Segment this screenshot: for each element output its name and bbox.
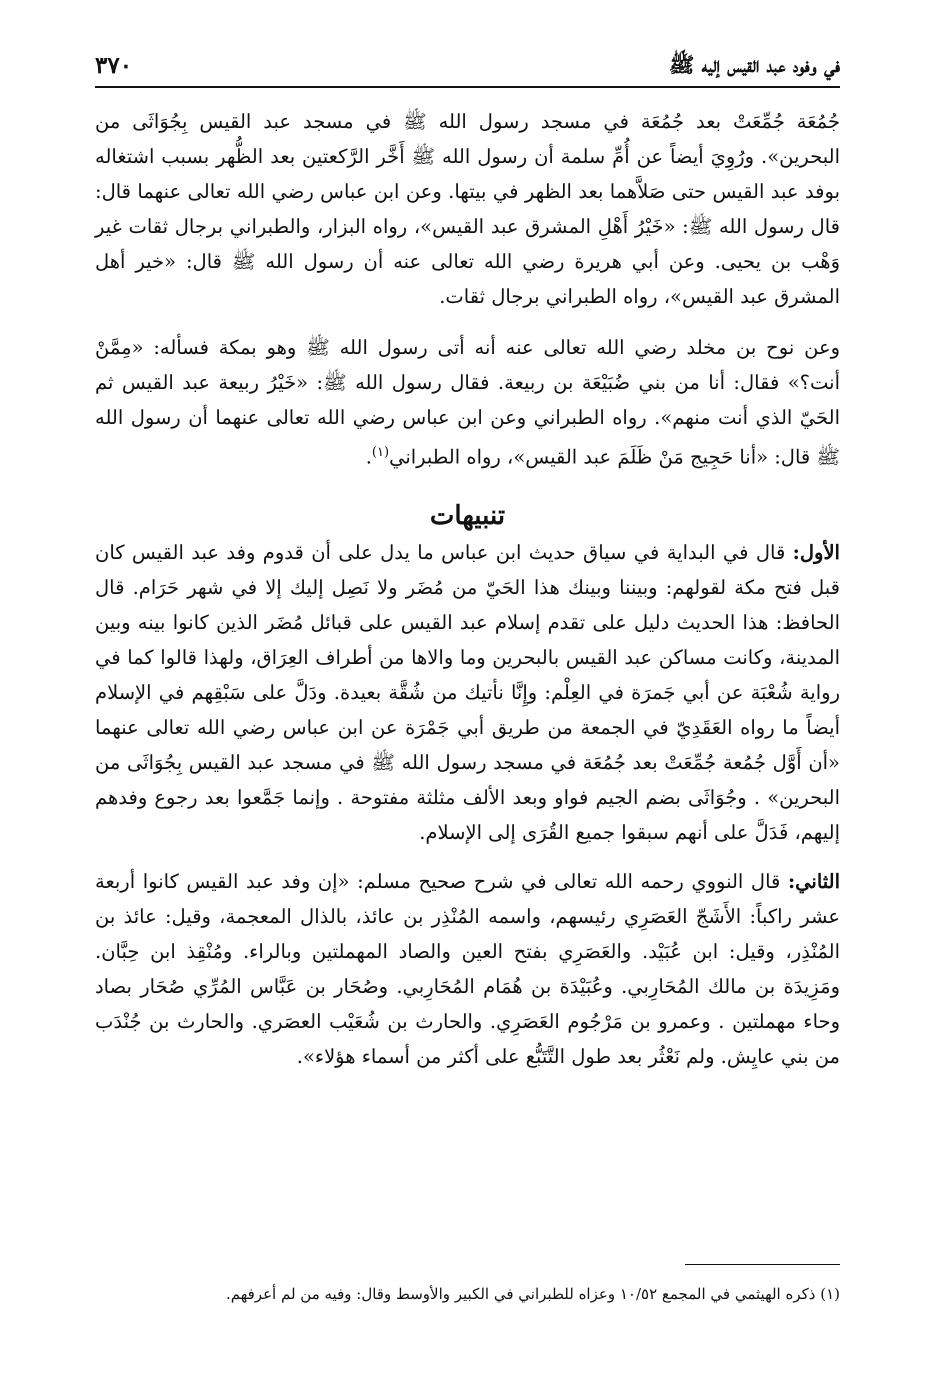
footnote-reference: (١) [371, 445, 390, 460]
paragraph-3 [95, 535, 840, 850]
paragraph-4-text: قال النووي رحمه الله تعالى في شرح صحيح مسلم: «إن وفد عبد القيس كانوا أربعة عشر راكباً: الأَشَجّ العَصَرِي رئيسهم، واسمه المُنْذِر بن عائذ، بالذال المعجمة، وقيل: عائذ بن المُنْذِر، وقيل: ابن عُبَيْد. والعَصَرِي بفتح العين والصاد المهملتين وبالراء. ومُنْقِذ ابن حِبَّان. ومَزِيدَة بن مالك المُحَارِبي. وعُبَيْدَة بن هُمَام المُحَارِبي. وصُحَار بن عَبَّاس المُرِّي صُحَار بصاد وحاء مهملتين . وعمرو بن مَرْجُوم العَصَرِي. والحارث بن شُعَيْب العصَري. والحارث بن جُنْدَب من بني عايِش. ولم نَعْثُر بعد طول التَّتَبُّع على أكثر من أسماء هؤلاء». [95, 869, 840, 1068]
section-heading: تنبيهات [429, 500, 506, 531]
footnote: (١) ذكره الهيثمي في المجمع ١٠/٥٢ وعزاه للطبراني في الكبير والأوسط وقال: وفيه من لم أعرفهم. [225, 1285, 840, 1303]
paragraph-1: جُمُعَة جُمِّعَتْ بعد جُمُعَة في مسجد رسول الله ﷺ في مسجد عبد القيس بِجُوَاثَى من البحرين». ورُوِيَ أيضاً عن أُمِّ سلمة أن رسول الله ﷺ أَخَّر الرَّكعتين بعد الظُّهر بسبب اشتغاله بوفد عبد القيس حتى صَلاَّهما بعد الظهر في بيتها. وعن ابن عباس رضي الله تعالى عنهما قال: قال رسول الله ﷺ: «خَيْرُ أَهْلِ المشرق عبد القيس»، رواه البزار، والطبراني برجال ثقات غير وَهْب بن يحيى. وعن أبي هريرة رضي الله تعالى عنه أن رسول الله ﷺ قال: «خير أهل المشرق عبد القيس»، رواه الطبراني برجال ثقات. [95, 110, 840, 308]
paragraph-2-text: وعن نوح بن مخلد رضي الله تعالى عنه أنه أتى رسول الله ﷺ وهو بمكة فسأله: «مِمَّنْ أنت؟» فقال: أنا من بني ضُبَيْعَة بن ربيعة. فقال رسول الله ﷺ: «خَيْرُ ربيعة عبد القيس ثم الحَيّ الذي أنت منهم». رواه الطبراني وعن ابن عباس رضي الله تعالى عنهما أن رسول الله ﷺ قال: «أنا حَجِيج مَنْ ظَلَمَ عبد القيس»، رواه الطبراني [95, 336, 840, 469]
paragraph-2-end: . [365, 445, 372, 469]
paragraph-4 [95, 864, 840, 1074]
paragraph-3-lead: الأول: [792, 540, 840, 564]
footnote-separator [685, 1264, 840, 1265]
paragraph-2 [95, 330, 840, 475]
page-header [95, 38, 840, 88]
running-title: في وفود عبد القيس إليه ﷺ [668, 52, 840, 77]
page-number: ٣٧٠ [95, 52, 133, 79]
paragraph-4-lead: الثاني: [787, 869, 841, 893]
paragraph-3-text: قال في البداية في سياق حديث ابن عباس ما يدل على أن قدوم وفد عبد القيس كان قبل فتح مكة لقولهم: وبيننا وبينك هذا الحَيّ من مُضَر ولا نَصِل إليك إلا في شهر حَرَام. قال الحافظ: هذا الحديث دليل على تقدم إسلام عبد القيس على قبائل مُضَر الذين كانوا بينه وبين المدينة، وكانت مساكن عبد القيس بالبحرين وما والاها من أطراف العِرَاق، ولهذا قالوا كما في رواية شُعْبَة عن أبي جَمرَة في العِلْم: وإِنَّا نأتيك من شُقَّة بعيدة. ودَلَّ على سَبْقِهم في الإسلام أيضاً ما رواه العَقَدِيّ في الجمعة من طريق أبي جَمْرَة عن ابن عباس رضي الله تعالى عنهما «أن أَوَّل جُمُعة جُمِّعَتْ بعد جُمُعَة في مسجد رسول الله ﷺ في مسجد عبد القيس بِجُوَاثَى من البحرين» . وجُوَاثَى بضم الجيم فواو وبعد الألف مثلثة مفتوحة . وإنما جَمَّعوا بعد رجوع وفدهم إليهم، فَدَلَّ على أنهم سبقوا جميع القُرَى إلى الإسلام. [95, 540, 840, 844]
book-page [95, 38, 840, 1338]
